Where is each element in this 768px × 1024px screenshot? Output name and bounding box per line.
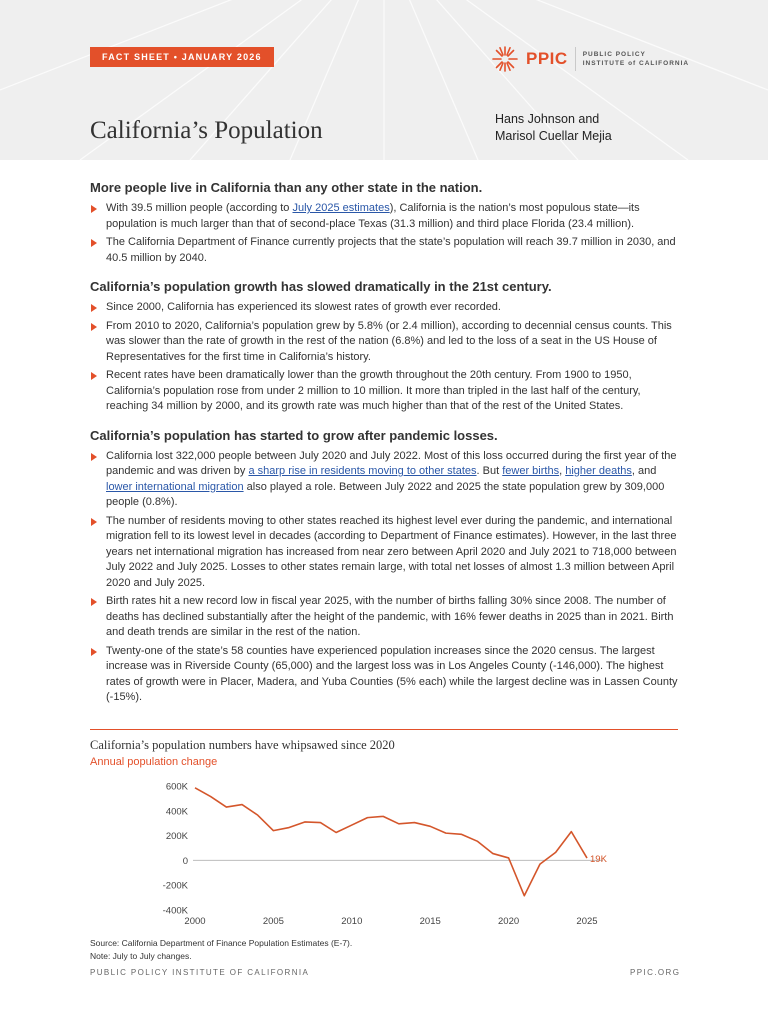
list-item: Since 2000, California has experienced its slowest rates of growth ever recorded.	[90, 300, 680, 316]
header-band	[0, 0, 768, 160]
x-tick-label: 2005	[262, 916, 284, 926]
x-tick-label: 2000	[184, 916, 206, 926]
fewer-births-link[interactable]: fewer births	[502, 465, 560, 477]
bullet-list-1	[90, 201, 680, 266]
page-title: California’s Population	[90, 117, 323, 144]
triangle-bullet-icon	[91, 518, 97, 526]
population-change-chart	[150, 776, 620, 926]
source-note: Source: California Department of Finance Population Estimates (E-7). Note: July to July changes.	[90, 938, 353, 961]
y-tick-label: -200K	[162, 880, 188, 892]
list-item: California lost 322,000 people between July 2020 and July 2022. Most of this loss occurred during the first year of the pandemic and was driven by a sharp rise in residents moving to other states. But fewer births, higher deaths, and lower international migration also played a role. Between July 2022 and 2025 the state population grew by 309,000 people (0.8%).	[90, 449, 680, 511]
footer-organization: PUBLIC POLICY INSTITUTE OF CALIFORNIA	[90, 968, 310, 977]
triangle-bullet-icon	[91, 648, 97, 656]
population-change-line	[195, 788, 587, 896]
moving-to-other-states-link[interactable]: a sharp rise in residents moving to other states	[248, 465, 477, 477]
lower-international-migration-link[interactable]: lower international migration	[106, 480, 244, 493]
x-tick-label: 2010	[341, 916, 363, 926]
triangle-bullet-icon	[91, 598, 97, 606]
authors: Hans Johnson and Marisol Cuellar Mejia	[495, 112, 612, 143]
triangle-bullet-icon	[91, 205, 97, 213]
triangle-bullet-icon	[91, 372, 97, 380]
sunburst-icon	[490, 44, 520, 74]
bullet-list-2	[90, 300, 680, 415]
section-heading-3: California’s population has started to grow after pandemic losses.	[90, 427, 498, 443]
logo-divider	[575, 47, 576, 71]
end-value-label: 19K	[590, 854, 607, 866]
x-tick-label: 2025	[576, 916, 598, 926]
y-tick-label: 200K	[165, 831, 188, 843]
x-tick-label: 2015	[419, 916, 441, 926]
list-item: Recent rates have been dramatically lower than the growth throughout the 20th century. From 1900 to 1950, California’s population rose from under 2 million to 10 million. It more than tripled in the last half of the century, reaching 34 million by 2000, and its growth rate was much higher than that of the rest of the United States.	[90, 368, 680, 415]
ppic-logo[interactable]	[490, 44, 689, 74]
fact-sheet-tag: FACT SHEET • JANUARY 2026	[90, 47, 274, 67]
triangle-bullet-icon	[91, 453, 97, 461]
list-item: The California Department of Finance currently projects that the state’s population will reach 39.7 million in 2030, and 40.5 million by 2040.	[90, 235, 680, 266]
logo-subtitle: PUBLIC POLICY INSTITUTE of CALIFORNIA	[582, 51, 690, 67]
list-item: Twenty-one of the state’s 58 counties have experienced population increases since the 2020 census. The largest increase was in Riverside County (65,000) and the largest loss was in Los Angeles County (-146,000). The highest rates of growth were in Placer, Madera, and Yuba Counties (5% each) while the largest decline was in Lassen County (-15%).	[90, 644, 680, 706]
triangle-bullet-icon	[91, 323, 97, 331]
higher-deaths-link[interactable]: higher deaths	[565, 465, 632, 477]
section-heading-1: More people live in California than any other state in the nation.	[90, 180, 483, 195]
y-tick-label: 400K	[165, 806, 188, 818]
logo-wordmark: PPIC	[526, 49, 568, 68]
list-item: With 39.5 million people (according to July 2025 estimates), California is the nation’s most populous state—its population is much larger than that of second-place Texas (31.3 million) and third place Florida (23.4 million).	[90, 201, 680, 232]
x-tick-label: 2020	[498, 916, 520, 926]
y-tick-label: 0	[182, 855, 188, 867]
y-tick-label: 600K	[165, 781, 188, 793]
section-heading-2: California’s population growth has slowed dramatically in the 21st century.	[90, 279, 552, 294]
triangle-bullet-icon	[91, 304, 97, 312]
footer-website-link[interactable]: PPIC.ORG	[630, 968, 681, 977]
triangle-bullet-icon	[91, 239, 97, 247]
main-content	[90, 180, 680, 719]
list-item: From 2010 to 2020, California’s population grew by 5.8% (or 2.4 million), according to decennial census counts. This was slower than the rate of growth in the rest of the nation (6.8%) and led to the loss of a seat in the US House of Representatives for the first time in California’s history.	[90, 319, 680, 366]
bullet-list-3	[90, 449, 680, 706]
list-item: The number of residents moving to other states reached its highest level ever during the pandemic, and international migration fell to its lowest level in decades (according to Department of Finance estimates). However, in the last three years net international migration has increased from near zero between April 2020 and July 2021 to 718,000 between July 2022 and July 2025. Losses to other states remain large, with total net losses of almost 1.3 million between April 2020 and July 2025.	[90, 514, 680, 592]
chart-divider	[90, 729, 678, 730]
y-tick-label: -400K	[162, 905, 188, 917]
chart-subtitle: Annual population change	[90, 756, 218, 768]
july-2025-estimates-link[interactable]: July 2025 estimates	[292, 202, 390, 214]
chart-title: California’s population numbers have whipsawed since 2020	[90, 738, 395, 752]
list-item: Birth rates hit a new record low in fiscal year 2025, with the number of births falling 30% since 2008. The number of deaths has declined substantially after the height of the pandemic, with 16% fewer deaths in 2025 than in 2021. Birth and death trends are similar in the rest of the nation.	[90, 594, 680, 641]
